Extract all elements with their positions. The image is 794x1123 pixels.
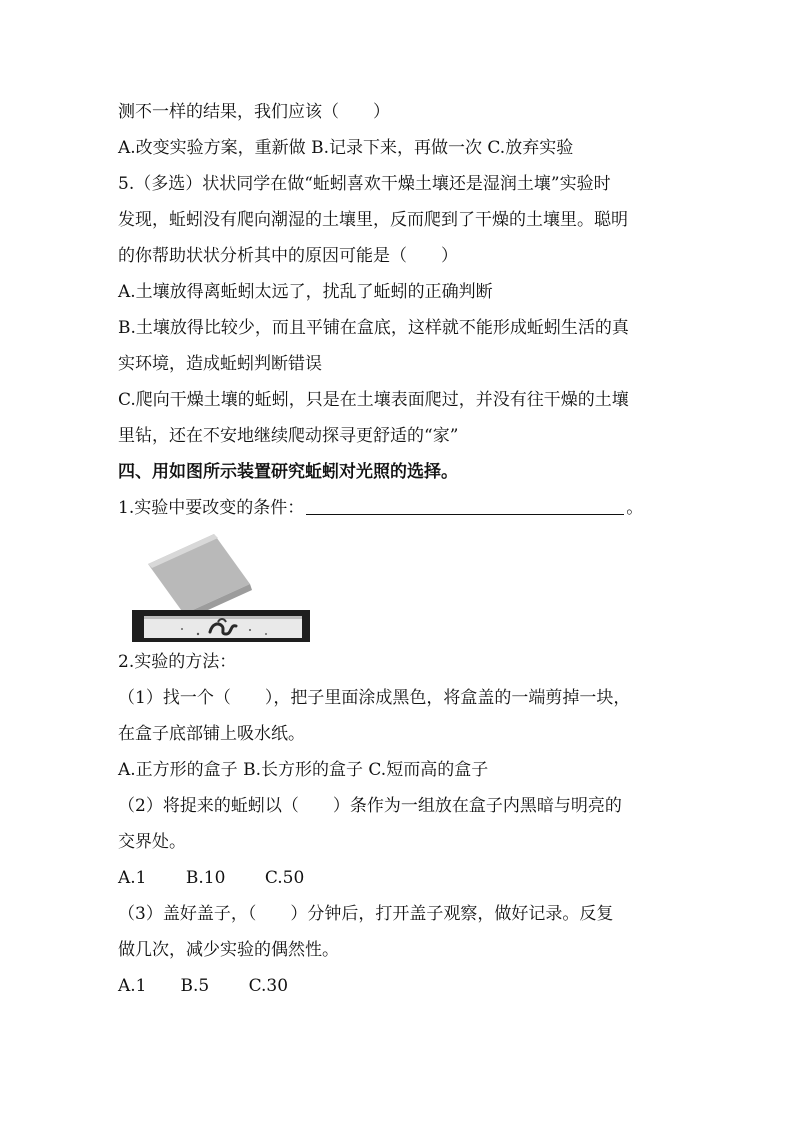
question-2-title: 2.实验的方法： — [118, 652, 237, 672]
step-2-options: A.1 B.10 C.50 — [118, 868, 305, 888]
option-c: 里钻，还在不安地继续爬动探寻更舒适的“家” — [118, 426, 459, 446]
step-3-line: （3）盖好盖子，（ ）分钟后，打开盖子观察，做好记录。反复 — [118, 904, 614, 924]
step-2-line: （2）将捉来的蚯蚓以（ ）条作为一组放在盒子内黑暗与明亮的 — [118, 796, 622, 816]
answer-options: A.改变实验方案，重新做 B.记录下来，再做一次 C.放弃实验 — [118, 138, 574, 158]
option-b: B.土壤放得比较少，而且平铺在盒底，这样就不能形成蚯蚓生活的真 — [118, 318, 629, 338]
step-3-line: 做几次，减少实验的偶然性。 — [118, 940, 339, 960]
step-2-line: 交界处。 — [118, 832, 186, 852]
question-text-line: 测不一样的结果，我们应该（ ） — [118, 102, 390, 122]
question-5-line: 5.（多选）状状同学在做“蚯蚓喜欢干燥土壤还是湿润土壤”实验时 — [118, 174, 611, 194]
step-3-options: A.1 B.5 C.30 — [118, 976, 289, 996]
question-5-line: 的你帮助状状分析其中的原因可能是（ ） — [118, 246, 458, 266]
step-1-options: A.正方形的盒子 B.长方形的盒子 C.短而高的盒子 — [118, 760, 489, 780]
section-4-heading: 四、用如图所示装置研究蚯蚓对光照的选择。 — [118, 462, 458, 482]
option-b: 实环境，造成蚯蚓判断错误 — [118, 354, 322, 374]
step-1-line: 在盒子底部铺上吸水纸。 — [118, 724, 305, 744]
question-1-suffix: 。 — [626, 498, 644, 518]
worksheet-page — [118, 94, 678, 1004]
answer-blank[interactable] — [306, 494, 624, 515]
question-5-line: 发现，蚯蚓没有爬向潮湿的土壤里，反而爬到了干燥的土壤里。聪明 — [118, 210, 628, 230]
question-1 — [118, 490, 678, 526]
option-c: C.爬向干燥土壤的蚯蚓，只是在土壤表面爬过，并没有往干燥的土壤 — [118, 390, 629, 410]
box-illustration — [126, 530, 316, 642]
question-1-prefix: 1.实验中要改变的条件： — [118, 498, 305, 518]
experiment-box-photo — [126, 530, 316, 642]
option-a: A.土壤放得离蚯蚓太远了，扰乱了蚯蚓的正确判断 — [118, 282, 493, 302]
step-1-line: （1）找一个（ ），把子里面涂成黑色，将盒盖的一端剪掉一块， — [118, 688, 631, 708]
